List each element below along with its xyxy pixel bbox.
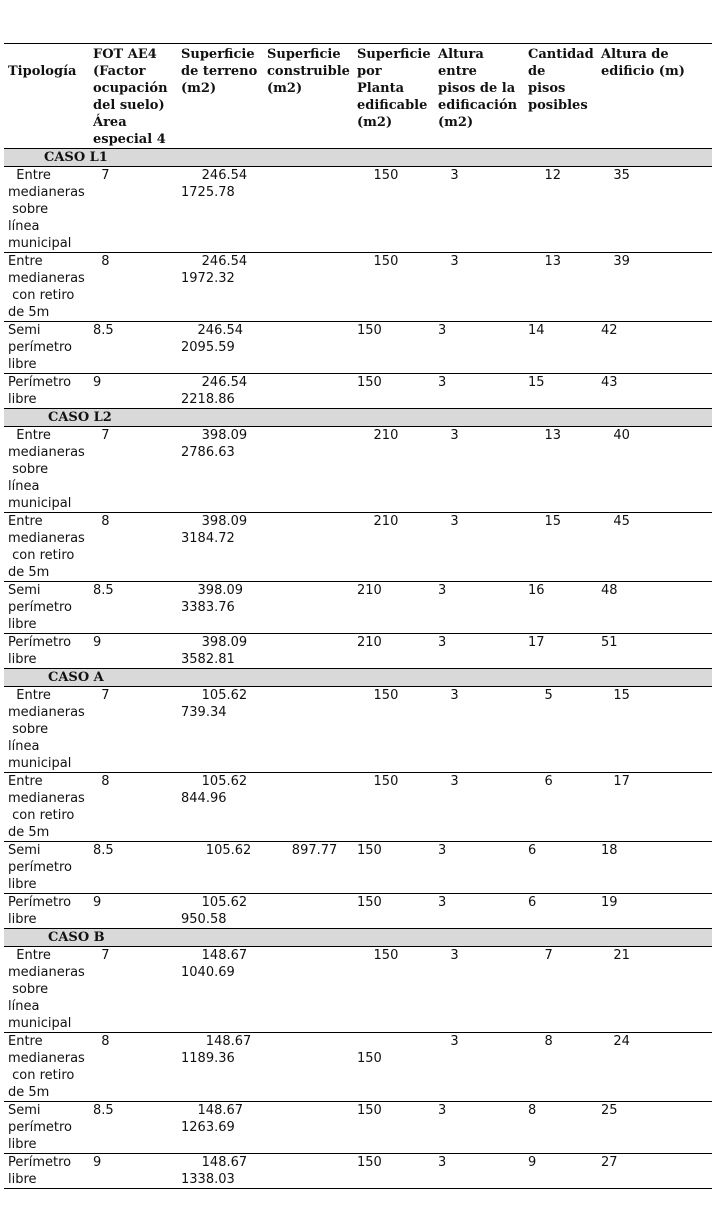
header-altura-pisos bbox=[438, 44, 528, 149]
cell-altura-pisos: 3 bbox=[438, 513, 528, 582]
cell-altura-pisos: 3 bbox=[438, 634, 528, 669]
construible-inline-value: 1338.03 bbox=[181, 1172, 235, 1187]
cell-pisos: 13 bbox=[528, 427, 601, 513]
cell-pisos: 13 bbox=[528, 253, 601, 322]
terreno-value: 105.62 bbox=[181, 688, 248, 703]
cell-altura: 15 bbox=[601, 687, 712, 773]
section-row bbox=[4, 149, 712, 167]
cell-fot: 9 bbox=[93, 894, 181, 929]
cell-fot: 8 bbox=[93, 253, 181, 322]
section-row bbox=[4, 669, 712, 687]
header-terreno bbox=[181, 44, 267, 149]
header-label: Cantidad de pisos posibles bbox=[528, 47, 594, 113]
construible-inline-value: 1972.32 bbox=[181, 271, 235, 286]
cell-planta: 210 bbox=[357, 513, 438, 582]
header-construible bbox=[267, 44, 357, 149]
cell-terreno bbox=[181, 687, 267, 773]
cell-construible bbox=[267, 513, 357, 582]
cell-pisos: 7 bbox=[528, 947, 601, 1033]
cell-pisos: 15 bbox=[528, 374, 601, 409]
header-label: FOT AE4 (Factor ocupación del suelo) Área especial 4 bbox=[93, 47, 168, 147]
cell-altura-pisos: 3 bbox=[438, 894, 528, 929]
cell-construible bbox=[267, 582, 357, 634]
header-label: Altura de edificio (m) bbox=[601, 47, 685, 79]
header-label: Altura entre pisos de la edificación (m2) bbox=[438, 47, 518, 130]
cell-planta: 150 bbox=[357, 253, 438, 322]
cell-construible: 897.77 bbox=[267, 842, 357, 894]
construible-inline-value: 2218.86 bbox=[181, 392, 235, 407]
terreno-value: 246.54 bbox=[181, 168, 248, 183]
cell-fot: 8.5 bbox=[93, 1102, 181, 1154]
cell-pisos: 6 bbox=[528, 773, 601, 842]
cell-construible bbox=[267, 773, 357, 842]
terreno-value: 246.54 bbox=[181, 375, 248, 390]
header-label: Tipología bbox=[8, 64, 77, 79]
cell-altura-pisos: 3 bbox=[438, 1154, 528, 1189]
cell-altura-pisos: 3 bbox=[438, 427, 528, 513]
terreno-value: 148.67 bbox=[181, 948, 248, 963]
construible-inline-value: 3383.76 bbox=[181, 600, 235, 615]
cell-construible bbox=[267, 894, 357, 929]
section-title: CASO A bbox=[4, 669, 712, 687]
cell-altura: 43 bbox=[601, 374, 712, 409]
construible-inline-value: 3184.72 bbox=[181, 531, 235, 546]
cell-altura-pisos: 3 bbox=[438, 322, 528, 374]
construible-inline-value: 1263.69 bbox=[181, 1120, 235, 1135]
cell-planta: 150 bbox=[357, 773, 438, 842]
cell-pisos: 8 bbox=[528, 1102, 601, 1154]
cell-pisos: 15 bbox=[528, 513, 601, 582]
cell-terreno bbox=[181, 427, 267, 513]
cell-terreno bbox=[181, 634, 267, 669]
cell-tipologia: Entre medianeras con retiro de 5m bbox=[4, 1033, 93, 1102]
header-fot bbox=[93, 44, 181, 149]
terreno-value: 148.67 bbox=[181, 1155, 248, 1170]
cell-altura-pisos: 3 bbox=[438, 582, 528, 634]
cell-terreno bbox=[181, 374, 267, 409]
cell-terreno bbox=[181, 1033, 267, 1102]
table-body bbox=[4, 149, 712, 1189]
cell-fot: 7 bbox=[93, 687, 181, 773]
terreno-value: 105.62 bbox=[181, 843, 252, 858]
cell-terreno bbox=[181, 842, 267, 894]
construible-inline-value: 950.58 bbox=[181, 912, 227, 927]
header-tipologia bbox=[4, 44, 93, 149]
cell-construible bbox=[267, 374, 357, 409]
header-label: Superficie de terreno (m2) bbox=[181, 47, 258, 96]
cell-pisos: 17 bbox=[528, 634, 601, 669]
cell-tipologia: Semi perímetro libre bbox=[4, 322, 93, 374]
cell-altura: 27 bbox=[601, 1154, 712, 1189]
cell-altura: 42 bbox=[601, 322, 712, 374]
cell-pisos: 5 bbox=[528, 687, 601, 773]
terreno-value: 246.54 bbox=[181, 254, 248, 269]
cell-altura: 19 bbox=[601, 894, 712, 929]
cell-altura-pisos: 3 bbox=[438, 374, 528, 409]
cell-terreno bbox=[181, 322, 267, 374]
cell-fot: 9 bbox=[93, 1154, 181, 1189]
cell-construible bbox=[267, 1102, 357, 1154]
cell-tipologia: Semi perímetro libre bbox=[4, 582, 93, 634]
cell-tipologia: Entre medianeras sobre línea municipal bbox=[4, 687, 93, 773]
fot-table bbox=[4, 43, 712, 1189]
cell-fot: 8 bbox=[93, 513, 181, 582]
cell-altura-pisos: 3 bbox=[438, 167, 528, 253]
cell-fot: 8 bbox=[93, 773, 181, 842]
cell-tipologia: Perímetro libre bbox=[4, 374, 93, 409]
terreno-value: 148.67 bbox=[181, 1103, 244, 1118]
table-row bbox=[4, 253, 712, 322]
section-title: CASO L2 bbox=[4, 409, 712, 427]
cell-pisos: 9 bbox=[528, 1154, 601, 1189]
cell-terreno bbox=[181, 1102, 267, 1154]
construible-inline-value: 3582.81 bbox=[181, 652, 235, 667]
cell-tipologia: Semi perímetro libre bbox=[4, 842, 93, 894]
header-cantidad-pisos bbox=[528, 44, 601, 149]
terreno-value: 105.62 bbox=[181, 774, 248, 789]
cell-altura: 25 bbox=[601, 1102, 712, 1154]
terreno-value: 398.09 bbox=[181, 583, 244, 598]
cell-planta: 150 bbox=[357, 374, 438, 409]
cell-planta: 150 bbox=[357, 322, 438, 374]
construible-inline-value: 2786.63 bbox=[181, 445, 235, 460]
terreno-value: 105.62 bbox=[181, 895, 248, 910]
cell-pisos: 12 bbox=[528, 167, 601, 253]
header-altura-edificio bbox=[601, 44, 712, 149]
table-row bbox=[4, 634, 712, 669]
cell-altura: 18 bbox=[601, 842, 712, 894]
table-row bbox=[4, 842, 712, 894]
header-label: Superficie por Planta edificable (m2) bbox=[357, 47, 431, 130]
cell-terreno bbox=[181, 167, 267, 253]
cell-terreno bbox=[181, 253, 267, 322]
cell-planta: 150 bbox=[357, 842, 438, 894]
cell-construible bbox=[267, 947, 357, 1033]
cell-altura-pisos: 3 bbox=[438, 773, 528, 842]
cell-planta: 210 bbox=[357, 634, 438, 669]
construible-inline-value: 844.96 bbox=[181, 791, 227, 806]
table-row bbox=[4, 582, 712, 634]
terreno-value: 148.67 bbox=[181, 1034, 252, 1049]
table-row bbox=[4, 1154, 712, 1189]
cell-terreno bbox=[181, 773, 267, 842]
table-row bbox=[4, 427, 712, 513]
cell-construible bbox=[267, 634, 357, 669]
cell-fot: 8 bbox=[93, 1033, 181, 1102]
table-row bbox=[4, 1033, 712, 1102]
construible-inline-value: 1040.69 bbox=[181, 965, 235, 980]
cell-pisos: 8 bbox=[528, 1033, 601, 1102]
cell-fot: 7 bbox=[93, 167, 181, 253]
cell-altura: 48 bbox=[601, 582, 712, 634]
cell-altura: 21 bbox=[601, 947, 712, 1033]
table-row bbox=[4, 322, 712, 374]
header-label: Superficie construible (m2) bbox=[267, 47, 350, 96]
construible-inline-value: 1725.78 bbox=[181, 185, 235, 200]
cell-terreno bbox=[181, 947, 267, 1033]
cell-construible bbox=[267, 687, 357, 773]
cell-construible bbox=[267, 427, 357, 513]
cell-tipologia: Entre medianeras sobre línea municipal bbox=[4, 947, 93, 1033]
cell-tipologia: Entre medianeras sobre línea municipal bbox=[4, 167, 93, 253]
cell-altura: 45 bbox=[601, 513, 712, 582]
cell-terreno bbox=[181, 1154, 267, 1189]
cell-pisos: 6 bbox=[528, 894, 601, 929]
cell-altura-pisos: 3 bbox=[438, 947, 528, 1033]
cell-fot: 7 bbox=[93, 427, 181, 513]
cell-fot: 8.5 bbox=[93, 582, 181, 634]
construible-inline-value: 739.34 bbox=[181, 705, 227, 720]
cell-altura: 40 bbox=[601, 427, 712, 513]
cell-altura-pisos: 3 bbox=[438, 842, 528, 894]
cell-fot: 9 bbox=[93, 374, 181, 409]
cell-fot: 8.5 bbox=[93, 842, 181, 894]
cell-planta: 210 bbox=[357, 427, 438, 513]
cell-terreno bbox=[181, 513, 267, 582]
cell-planta: 150 bbox=[357, 1154, 438, 1189]
section-row bbox=[4, 929, 712, 947]
cell-altura-pisos: 3 bbox=[438, 253, 528, 322]
cell-altura-pisos: 3 bbox=[438, 687, 528, 773]
construible-inline-value: 2095.59 bbox=[181, 340, 235, 355]
table-row bbox=[4, 894, 712, 929]
cell-terreno bbox=[181, 582, 267, 634]
cell-construible bbox=[267, 322, 357, 374]
terreno-value: 246.54 bbox=[181, 323, 244, 338]
cell-altura: 35 bbox=[601, 167, 712, 253]
table-row bbox=[4, 773, 712, 842]
cell-altura-pisos: 3 bbox=[438, 1033, 528, 1102]
cell-pisos: 16 bbox=[528, 582, 601, 634]
cell-tipologia: Entre medianeras con retiro de 5m bbox=[4, 513, 93, 582]
cell-planta: 150 bbox=[357, 894, 438, 929]
cell-planta: 210 bbox=[357, 582, 438, 634]
header-planta bbox=[357, 44, 438, 149]
cell-fot: 8.5 bbox=[93, 322, 181, 374]
section-row bbox=[4, 409, 712, 427]
cell-planta: 150 bbox=[357, 167, 438, 253]
cell-tipologia: Entre medianeras sobre línea municipal bbox=[4, 427, 93, 513]
cell-planta: 150 bbox=[357, 947, 438, 1033]
table-header bbox=[4, 44, 712, 149]
cell-pisos: 14 bbox=[528, 322, 601, 374]
cell-altura: 24 bbox=[601, 1033, 712, 1102]
cell-construible bbox=[267, 1033, 357, 1102]
terreno-value: 398.09 bbox=[181, 514, 248, 529]
table-row bbox=[4, 687, 712, 773]
cell-planta: 150 bbox=[357, 1033, 438, 1102]
cell-tipologia: Entre medianeras con retiro de 5m bbox=[4, 253, 93, 322]
header-row bbox=[4, 44, 712, 149]
table-row bbox=[4, 374, 712, 409]
cell-fot: 7 bbox=[93, 947, 181, 1033]
cell-altura-pisos: 3 bbox=[438, 1102, 528, 1154]
cell-tipologia: Entre medianeras con retiro de 5m bbox=[4, 773, 93, 842]
terreno-value: 398.09 bbox=[181, 635, 248, 650]
cell-construible bbox=[267, 1154, 357, 1189]
table-row bbox=[4, 167, 712, 253]
cell-construible bbox=[267, 253, 357, 322]
table-row bbox=[4, 513, 712, 582]
cell-tipologia: Perímetro libre bbox=[4, 634, 93, 669]
cell-planta: 150 bbox=[357, 687, 438, 773]
cell-altura: 39 bbox=[601, 253, 712, 322]
cell-tipologia: Perímetro libre bbox=[4, 1154, 93, 1189]
table-row bbox=[4, 1102, 712, 1154]
construible-inline-value: 1189.36 bbox=[181, 1051, 235, 1066]
table-row bbox=[4, 947, 712, 1033]
section-title: CASO L1 bbox=[4, 149, 712, 167]
cell-tipologia: Semi perímetro libre bbox=[4, 1102, 93, 1154]
cell-altura: 51 bbox=[601, 634, 712, 669]
cell-fot: 9 bbox=[93, 634, 181, 669]
cell-construible bbox=[267, 167, 357, 253]
terreno-value: 398.09 bbox=[181, 428, 248, 443]
cell-pisos: 6 bbox=[528, 842, 601, 894]
cell-altura: 17 bbox=[601, 773, 712, 842]
section-title: CASO B bbox=[4, 929, 712, 947]
cell-planta: 150 bbox=[357, 1102, 438, 1154]
cell-terreno bbox=[181, 894, 267, 929]
cell-tipologia: Perímetro libre bbox=[4, 894, 93, 929]
